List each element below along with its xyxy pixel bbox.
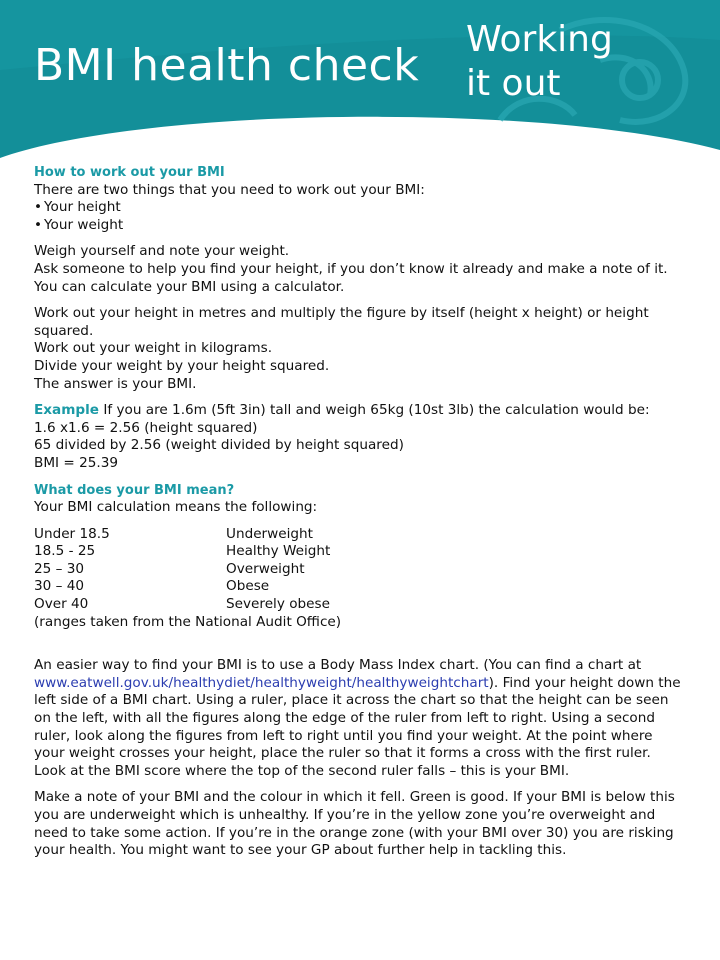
how-to-intro: There are two things that you need to work out your BMI: — [34, 181, 425, 198]
range-label: Healthy Weight — [226, 543, 331, 560]
ranges-source-note: (ranges taken from the National Audit Office) — [34, 613, 342, 630]
chart-paragraph — [34, 657, 686, 780]
bmi-ranges-table — [34, 526, 686, 632]
range-value: 25 – 30 — [34, 560, 85, 577]
chart-text-end: ). Find your height down the left side of a BMI chart. Using a ruler, place it across the chart so that the height can be seen on the left, with all the figures along the edge of the ruler from left to right. Using a second ruler, look along the figures from left to right until you find your weight. At the point where your weight crosses your height, place the ruler so that it forms a cross with the first ruler. Look at the BMI score where the top of the second ruler falls – this is your BMI. — [34, 674, 681, 779]
section-subtitle — [466, 18, 613, 106]
example-text: If you are 1.6m (5ft 3in) tall and weigh 65kg (10st 3lb) the calculation would be: — [99, 402, 650, 419]
how-to-section — [34, 164, 686, 199]
list-item: • Your weight — [34, 217, 686, 235]
method-line-3: Divide your weight by your height squared. — [34, 357, 330, 374]
range-value: 18.5 - 25 — [34, 543, 96, 560]
page-title: BMI health check — [34, 40, 420, 91]
table-row — [34, 596, 686, 614]
example-label: Example — [34, 402, 100, 419]
weigh-line: Weigh yourself and note your weight. — [34, 243, 290, 260]
method-line-2: Work out your weight in kilograms. — [34, 340, 273, 357]
weigh-paragraph — [34, 243, 686, 296]
example-line-3: 65 divided by 2.56 (weight divided by height squared) — [34, 437, 404, 454]
subtitle-line-2: it out — [466, 63, 561, 104]
table-row — [34, 543, 686, 561]
range-label: Severely obese — [226, 596, 330, 613]
how-to-heading: How to work out your BMI — [34, 165, 225, 180]
example-result: BMI = 25.39 — [34, 454, 119, 471]
range-value: Under 18.5 — [34, 525, 110, 542]
range-label: Underweight — [226, 525, 313, 542]
method-line-1: Work out your height in metres and multiply the figure by itself (height x height) or height squared. — [34, 305, 649, 339]
height-line: Ask someone to help you find your height, if you don’t know it already and make a note of it. You can calculate your BMI using a calculator. — [34, 260, 668, 295]
table-row — [34, 578, 686, 596]
table-row — [34, 561, 686, 579]
list-item: • Your height — [34, 199, 686, 217]
example-line-2: 1.6 x1.6 = 2.56 (height squared) — [34, 419, 258, 436]
subtitle-line-1: Working — [466, 19, 613, 60]
meaning-section — [34, 482, 686, 517]
meaning-heading: What does your BMI mean? — [34, 482, 235, 498]
header-banner — [0, 0, 720, 175]
range-label: Overweight — [226, 560, 305, 577]
method-line-4: The answer is your BMI. — [34, 375, 197, 392]
colour-paragraph: Make a note of your BMI and the colour in which it fell. Green is good. If your BMI is below this you are underweight which is unhealthy. If you’re in the yellow zone you’re overweight and need to take some action. If you’re in the orange zone (with your BMI over 30) you are risking your health. You might want to see your GP about further help in tackling this. — [34, 789, 675, 859]
table-row — [34, 526, 686, 544]
range-value: 30 – 40 — [34, 578, 85, 595]
main-content — [34, 164, 686, 869]
method-paragraph — [34, 305, 686, 393]
chart-text-start: An easier way to find your BMI is to use a Body Mass Index chart. (You can find a chart at — [34, 657, 642, 674]
range-value: Over 40 — [34, 596, 89, 613]
range-label: Obese — [226, 578, 270, 595]
example-paragraph — [34, 402, 686, 472]
requirements-list — [34, 199, 686, 234]
meaning-intro: Your BMI calculation means the following: — [34, 499, 318, 516]
eatwell-link[interactable]: www.eatwell.gov.uk/healthydiet/healthyweight/healthyweightchart — [34, 674, 489, 691]
